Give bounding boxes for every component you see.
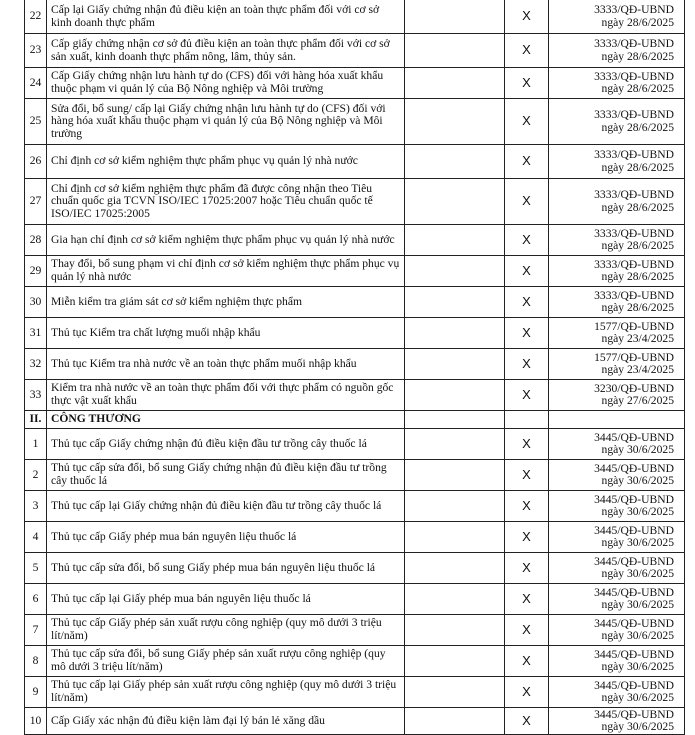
decision-reference (549, 318, 685, 349)
decision-number: 3333/QĐ-UBND (594, 69, 674, 83)
table-row (25, 708, 685, 735)
decision-reference (549, 646, 685, 677)
decision-reference (549, 553, 685, 584)
empty-cell (405, 646, 505, 677)
row-number: 5 (25, 553, 47, 584)
decision-date: ngày 28/6/2025 (601, 120, 674, 134)
applicable-mark: X (505, 677, 549, 708)
decision-number: 3230/QĐ-UBND (594, 381, 674, 395)
applicable-mark: X (505, 553, 549, 584)
decision-date: ngày 23/4/2025 (601, 332, 674, 345)
decision-reference (549, 34, 685, 68)
decision-reference (549, 460, 685, 491)
procedure-name: Cấp giấy chứng nhận cơ sở đủ điều kiện an toàn thực phẩm đối với cơ sở sản xuất, kinh doanh thực phẩm nông, lâm, thủy sản. (47, 34, 405, 68)
applicable-mark: X (505, 615, 549, 646)
row-number: 9 (25, 677, 47, 708)
applicable-mark: X (505, 179, 549, 225)
decision-number: 3445/QĐ-UBND (594, 647, 674, 661)
applicable-mark: X (505, 646, 549, 677)
empty-cell (405, 0, 505, 34)
procedure-name: Thủ tục cấp lại Giấy chứng nhận đủ điều kiện đầu tư trồng cây thuốc lá (47, 491, 405, 522)
empty-cell (405, 429, 505, 460)
decision-date: ngày 30/6/2025 (601, 629, 674, 642)
procedure-name: Thủ tục cấp lại Giấy phép sản xuất rượu công nghiệp (quy mô dưới 3 triệu lít/năm) (47, 677, 405, 708)
decision-number: 3333/QĐ-UBND (594, 188, 674, 202)
decision-date: ngày 30/6/2025 (601, 660, 674, 673)
decision-reference (549, 287, 685, 318)
decision-reference (549, 522, 685, 553)
applicable-mark: X (505, 460, 549, 491)
row-number: 26 (25, 145, 47, 179)
decision-reference (549, 491, 685, 522)
empty-cell (405, 256, 505, 287)
empty-cell (405, 287, 505, 318)
table-row (25, 225, 685, 256)
row-number: 22 (25, 0, 47, 34)
decision-date: ngày 28/6/2025 (601, 82, 674, 95)
table-row (25, 677, 685, 708)
table-row (25, 615, 685, 646)
decision-reference (549, 179, 685, 225)
applicable-mark: X (505, 287, 549, 318)
procedure-name: Thủ tục cấp sửa đổi, bổ sung Giấy chứng nhận đủ điều kiện đầu tư trồng cây thuốc lá (47, 460, 405, 491)
empty-cell (405, 411, 505, 429)
decision-reference (549, 708, 685, 735)
decision-date: ngày 28/6/2025 (601, 270, 674, 283)
applicable-mark: X (505, 0, 549, 34)
empty-cell (405, 68, 505, 99)
decision-date: ngày 30/6/2025 (601, 598, 674, 611)
applicable-mark: X (505, 349, 549, 380)
decision-date: ngày 30/6/2025 (601, 505, 674, 518)
decision-number: 3445/QĐ-UBND (594, 523, 674, 537)
row-number: 1 (25, 429, 47, 460)
decision-number: 3333/QĐ-UBND (594, 108, 674, 122)
empty-cell (549, 411, 685, 429)
applicable-mark: X (505, 68, 549, 99)
procedure-name: Thủ tục cấp lại Giấy phép mua bán nguyên liệu thuốc lá (47, 584, 405, 615)
decision-number: 3333/QĐ-UBND (594, 148, 674, 162)
table-body-agriculture (25, 0, 685, 411)
decision-date: ngày 30/6/2025 (601, 536, 674, 549)
decision-number: 1577/QĐ-UBND (594, 319, 674, 333)
applicable-mark: X (505, 145, 549, 179)
procedure-name: Cấp Giấy chứng nhận lưu hành tự do (CFS) đối với hàng hóa xuất khẩu thuộc phạm vi quản lý của Bộ Nông nghiệp và Môi trường (47, 68, 405, 99)
decision-number: 3333/QĐ-UBND (594, 226, 674, 240)
table-row (25, 318, 685, 349)
table-row (25, 460, 685, 491)
procedure-name: Gia hạn chỉ định cơ sở kiểm nghiệm thực phẩm phục vụ quản lý nhà nước (47, 225, 405, 256)
row-number: 33 (25, 380, 47, 411)
applicable-mark: X (505, 318, 549, 349)
procedure-name: Thủ tục Kiểm tra nhà nước về an toàn thực phẩm muối nhập khẩu (47, 349, 405, 380)
procedure-name: Kiểm tra nhà nước về an toàn thực phẩm đối với thực phẩm có nguồn gốc thực vật xuất khẩu (47, 380, 405, 411)
empty-cell (405, 677, 505, 708)
table-row (25, 256, 685, 287)
row-number: 30 (25, 287, 47, 318)
applicable-mark: X (505, 256, 549, 287)
decision-number: 3333/QĐ-UBND (594, 288, 674, 302)
table-row (25, 287, 685, 318)
decision-date: ngày 30/6/2025 (601, 691, 674, 704)
decision-date: ngày 30/6/2025 (601, 443, 674, 456)
empty-cell (405, 99, 505, 145)
table-row (25, 429, 685, 460)
decision-date: ngày 28/6/2025 (601, 301, 674, 314)
procedure-name: Thay đổi, bổ sung phạm vi chỉ định cơ sở kiểm nghiệm thực phẩm phục vụ quản lý nhà nước (47, 256, 405, 287)
applicable-mark: X (505, 491, 549, 522)
decision-number: 3445/QĐ-UBND (594, 616, 674, 630)
procedure-name: Thủ tục cấp sửa đổi, bổ sung Giấy phép mua bán nguyên liệu thuốc lá (47, 553, 405, 584)
decision-number: 3445/QĐ-UBND (594, 585, 674, 599)
row-number: 6 (25, 584, 47, 615)
empty-cell (405, 522, 505, 553)
row-number: 4 (25, 522, 47, 553)
procedure-name: Sửa đổi, bổ sung/ cấp lại Giấy chứng nhận lưu hành tự do (CFS) đối với hàng hóa xuất khẩu thuộc phạm vi quản lý của Bộ Nông nghiệp và Môi trường (47, 99, 405, 145)
empty-cell (405, 34, 505, 68)
decision-number: 3445/QĐ-UBND (594, 707, 674, 721)
decision-reference (549, 349, 685, 380)
table-row (25, 380, 685, 411)
decision-number: 3445/QĐ-UBND (594, 678, 674, 692)
table-row (25, 491, 685, 522)
empty-cell (405, 179, 505, 225)
row-number: 29 (25, 256, 47, 287)
row-number: 8 (25, 646, 47, 677)
applicable-mark: X (505, 522, 549, 553)
decision-date: ngày 28/6/2025 (601, 15, 674, 29)
row-number: 25 (25, 99, 47, 145)
empty-cell (405, 145, 505, 179)
row-number: 7 (25, 615, 47, 646)
decision-date: ngày 30/6/2025 (601, 720, 674, 733)
decision-number: 3445/QĐ-UBND (594, 492, 674, 506)
table-row (25, 646, 685, 677)
applicable-mark: X (505, 34, 549, 68)
decision-number: 3333/QĐ-UBND (594, 37, 674, 51)
procedure-name: Thủ tục Kiểm tra chất lượng muối nhập khẩu (47, 318, 405, 349)
empty-cell (405, 584, 505, 615)
decision-date: ngày 28/6/2025 (601, 49, 674, 63)
section-header-industry (25, 411, 685, 429)
section-number: II. (25, 411, 47, 429)
decision-number: 3333/QĐ-UBND (594, 3, 674, 17)
empty-cell (405, 225, 505, 256)
row-number: 10 (25, 708, 47, 735)
table-row (25, 553, 685, 584)
row-number: 32 (25, 349, 47, 380)
row-number: 23 (25, 34, 47, 68)
decision-date: ngày 28/6/2025 (601, 200, 674, 214)
procedure-name: Chỉ định cơ sở kiểm nghiệm thực phẩm phục vụ quản lý nhà nước (47, 145, 405, 179)
decision-reference (549, 429, 685, 460)
empty-cell (405, 491, 505, 522)
empty-cell (405, 318, 505, 349)
decision-date: ngày 30/6/2025 (601, 474, 674, 487)
empty-cell (405, 380, 505, 411)
decision-number: 3333/QĐ-UBND (594, 257, 674, 271)
procedure-table (24, 0, 685, 735)
applicable-mark: X (505, 584, 549, 615)
decision-reference (549, 0, 685, 34)
empty-cell (405, 615, 505, 646)
procedure-name: Thủ tục cấp sửa đổi, bổ sung Giấy phép sản xuất rượu công nghiệp (quy mô dưới 3 triệu lít/năm) (47, 646, 405, 677)
table-row-section (25, 411, 685, 429)
decision-reference (549, 68, 685, 99)
procedure-name: Thủ tục cấp Giấy phép sản xuất rượu công nghiệp (quy mô dưới 3 triệu lít/năm) (47, 615, 405, 646)
decision-date: ngày 28/6/2025 (601, 239, 674, 252)
empty-cell (405, 553, 505, 584)
decision-reference (549, 225, 685, 256)
decision-number: 1577/QĐ-UBND (594, 350, 674, 364)
table-row (25, 145, 685, 179)
table-row (25, 68, 685, 99)
decision-date: ngày 27/6/2025 (601, 394, 674, 407)
table-row (25, 584, 685, 615)
applicable-mark: X (505, 708, 549, 735)
row-number: 28 (25, 225, 47, 256)
applicable-mark: X (505, 225, 549, 256)
row-number: 2 (25, 460, 47, 491)
row-number: 27 (25, 179, 47, 225)
decision-number: 3445/QĐ-UBND (594, 430, 674, 444)
empty-cell (405, 708, 505, 735)
applicable-mark: X (505, 99, 549, 145)
decision-reference (549, 615, 685, 646)
decision-reference (549, 380, 685, 411)
applicable-mark: X (505, 380, 549, 411)
row-number: 3 (25, 491, 47, 522)
decision-date: ngày 23/4/2025 (601, 363, 674, 376)
procedure-name: Cấp lại Giấy chứng nhận đủ điều kiện an toàn thực phẩm đối với cơ sở kinh doanh thực phẩm (47, 0, 405, 34)
decision-reference (549, 99, 685, 145)
procedure-name: Thủ tục cấp Giấy phép mua bán nguyên liệu thuốc lá (47, 522, 405, 553)
procedure-name: Miễn kiểm tra giám sát cơ sở kiểm nghiệm thực phẩm (47, 287, 405, 318)
applicable-mark: X (505, 429, 549, 460)
table-body-industry (25, 429, 685, 735)
decision-number: 3445/QĐ-UBND (594, 554, 674, 568)
table-row (25, 349, 685, 380)
empty-cell (505, 411, 549, 429)
decision-number: 3445/QĐ-UBND (594, 461, 674, 475)
section-title: CÔNG THƯƠNG (47, 411, 405, 429)
table-row (25, 179, 685, 225)
procedure-name: Chỉ định cơ sở kiểm nghiệm thực phẩm đã được công nhận theo Tiêu chuẩn quốc gia TCVN ISO/IEC 17025:2007 hoặc Tiêu chuẩn quốc tế ISO/IEC 17025:2005 (47, 179, 405, 225)
decision-reference (549, 256, 685, 287)
decision-reference (549, 145, 685, 179)
table-row (25, 0, 685, 34)
procedure-name: Thủ tục cấp Giấy chứng nhận đủ điều kiện đầu tư trồng cây thuốc lá (47, 429, 405, 460)
decision-date: ngày 30/6/2025 (601, 567, 674, 580)
table-row (25, 522, 685, 553)
decision-reference (549, 677, 685, 708)
procedure-name: Cấp Giấy xác nhận đủ điều kiện làm đại lý bán lẻ xăng dầu (47, 708, 405, 735)
table-row (25, 34, 685, 68)
decision-reference (549, 584, 685, 615)
decision-date: ngày 28/6/2025 (601, 160, 674, 174)
row-number: 31 (25, 318, 47, 349)
table-row (25, 99, 685, 145)
empty-cell (405, 460, 505, 491)
row-number: 24 (25, 68, 47, 99)
empty-cell (405, 349, 505, 380)
